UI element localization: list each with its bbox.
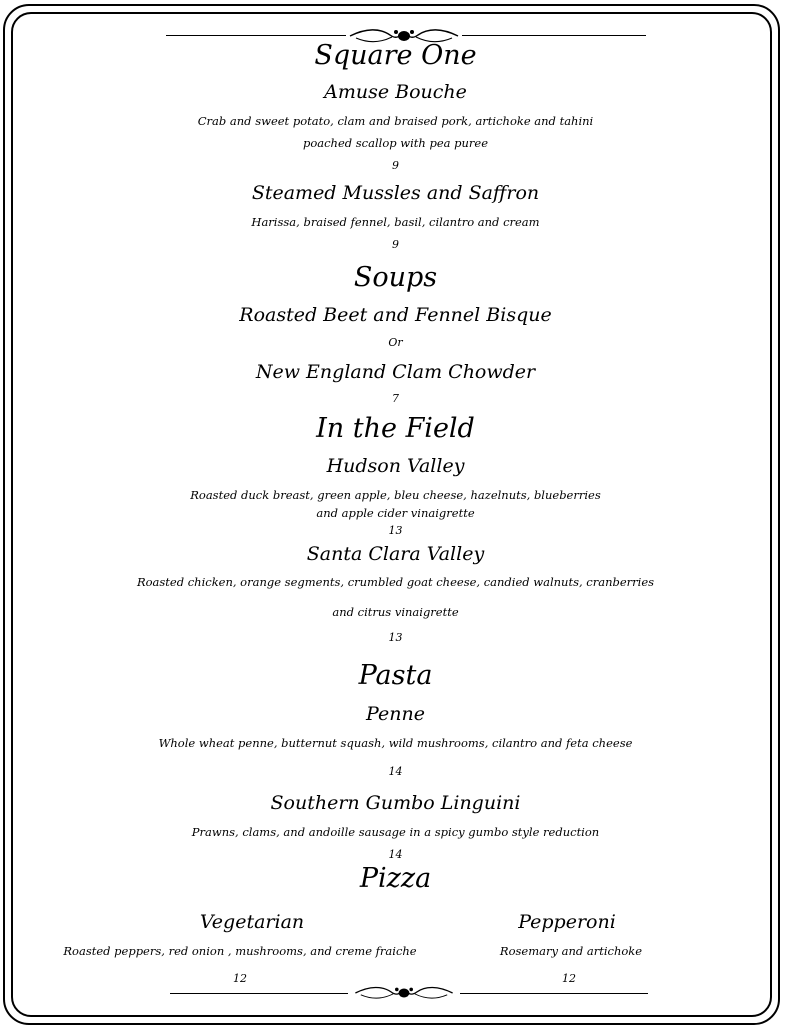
dish-name: New England Clam Chowder <box>255 361 536 383</box>
dish-description: Prawns, clams, and andoille sausage in a spicy gumbo style reduction <box>191 825 600 839</box>
dish-description: and apple cider vinaigrette <box>316 506 475 520</box>
top-rule-left <box>166 35 346 36</box>
dish-description: Whole wheat penne, butternut squash, wild mushrooms, cilantro and feta cheese <box>158 736 633 750</box>
section-title-square-one: Square One <box>314 40 477 71</box>
dish-name: Roasted Beet and Fennel Bisque <box>239 304 552 326</box>
dish-name: Hudson Valley <box>326 455 465 477</box>
section-title-pasta: Pasta <box>358 660 433 691</box>
dish-price: 9 <box>392 238 399 251</box>
bottom-rule-right <box>460 993 648 994</box>
dish-name: Santa Clara Valley <box>306 543 485 565</box>
dish-name: Vegetarian <box>199 911 305 933</box>
dish-name: Pepperoni <box>518 911 616 933</box>
dish-description: Roasted duck breast, green apple, bleu cheese, hazelnuts, blueberries <box>190 488 601 502</box>
dish-description: Crab and sweet potato, clam and braised pork, artichoke and tahini <box>197 114 594 128</box>
dish-price: 12 <box>233 972 247 985</box>
dish-description: poached scallop with pea puree <box>302 136 489 150</box>
dish-description: Harissa, braised fennel, basil, cilantro and cream <box>251 215 540 229</box>
section-title-pizza: Pizza <box>359 863 432 894</box>
top-rule-right <box>462 35 646 36</box>
section-title-soups: Soups <box>353 262 438 293</box>
dish-price: 13 <box>388 631 403 644</box>
dish-description: Roasted chicken, orange segments, crumbled goat cheese, candied walnuts, cranberries <box>136 575 655 589</box>
dish-name: Steamed Mussles and Saffron <box>251 182 540 204</box>
or-connector: Or <box>388 336 403 349</box>
dish-price: 14 <box>388 765 403 778</box>
dish-name: Amuse Bouche <box>324 81 467 103</box>
bottom-rule-left <box>170 993 348 994</box>
flourish-icon <box>348 984 460 1002</box>
dish-description: and citrus vinaigrette <box>332 605 459 619</box>
dish-price: 12 <box>562 972 576 985</box>
dish-description: Rosemary and artichoke <box>499 944 643 958</box>
dish-price: 7 <box>392 392 399 405</box>
dish-description: Roasted peppers, red onion , mushrooms, and creme fraiche <box>63 944 417 958</box>
dish-price: 13 <box>388 524 403 537</box>
dish-name: Southern Gumbo Linguini <box>270 792 521 814</box>
dish-price: 9 <box>392 159 399 172</box>
dish-name: Penne <box>366 703 425 725</box>
dish-price: 14 <box>388 848 403 861</box>
section-title-in-the-field: In the Field <box>316 413 475 444</box>
